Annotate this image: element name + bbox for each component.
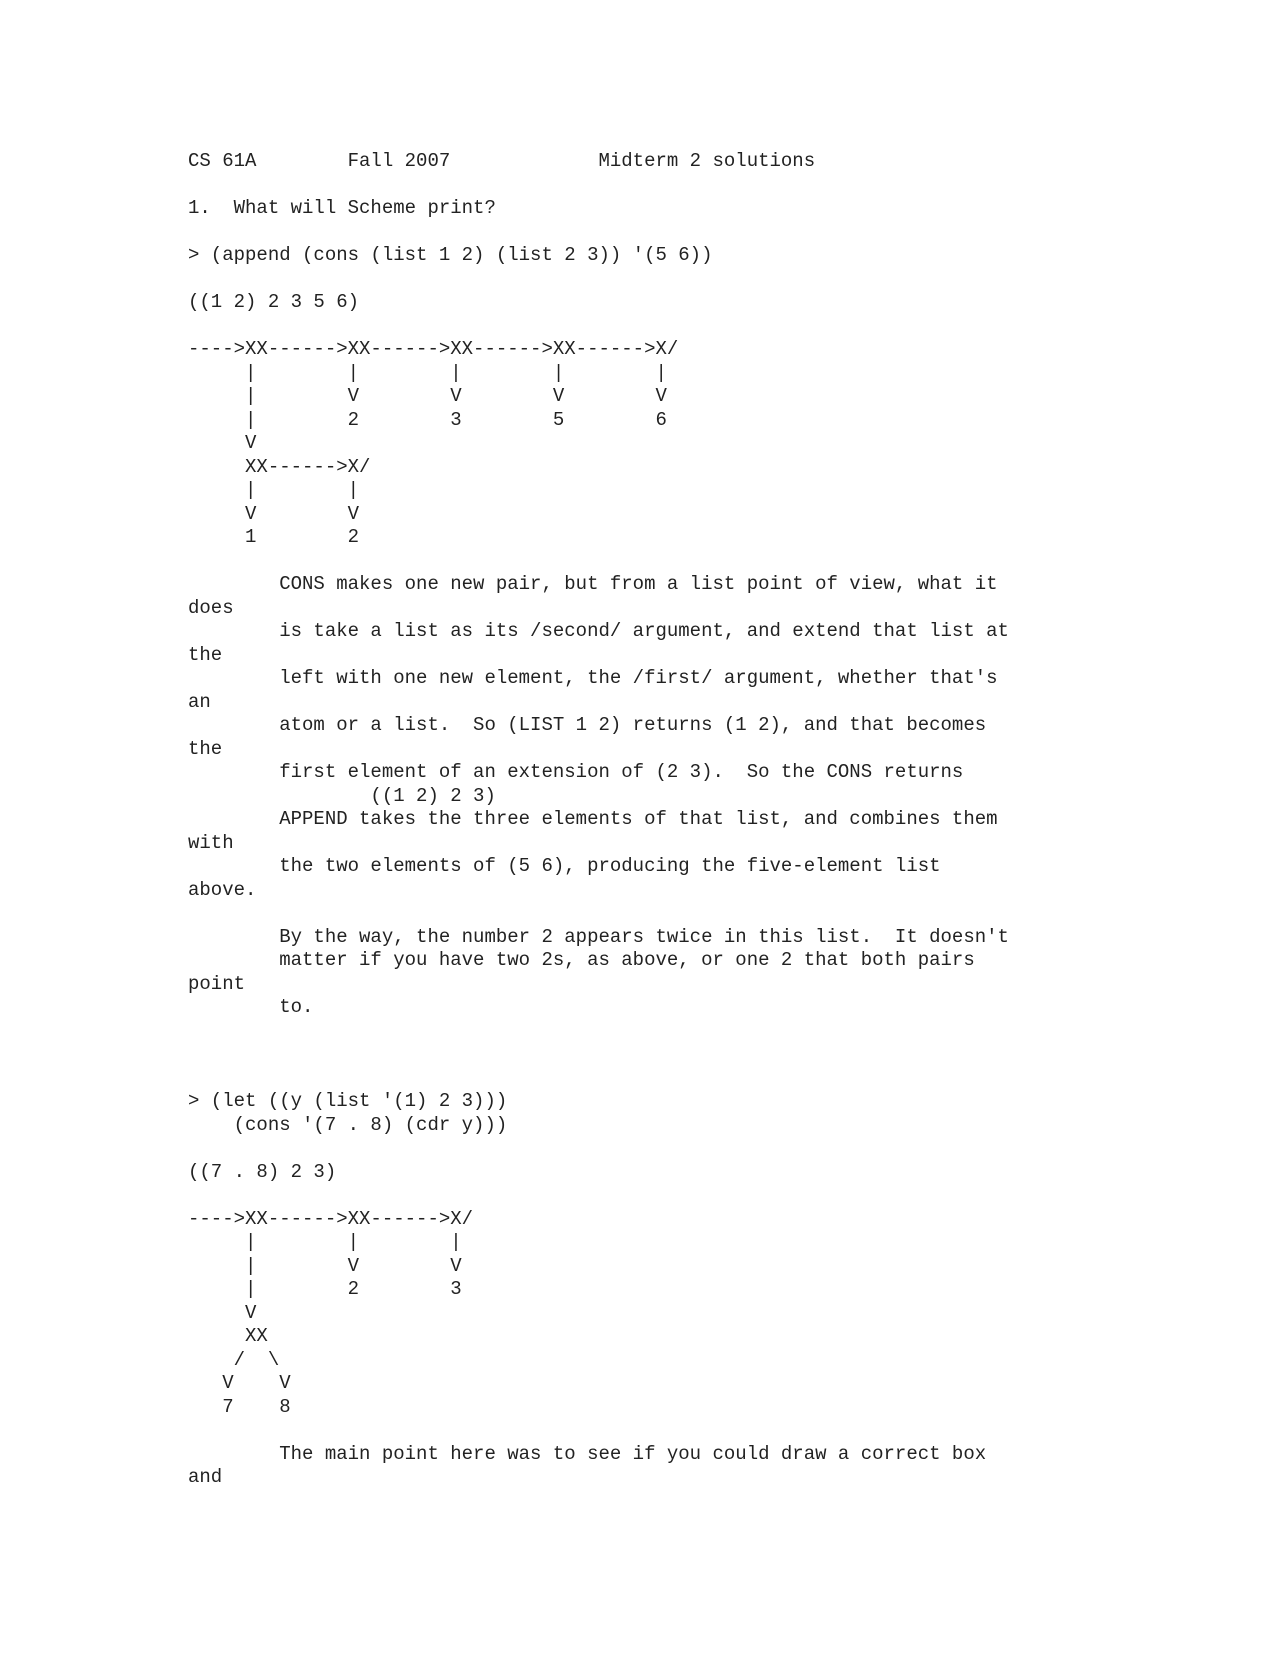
blank-line — [188, 174, 1228, 198]
blank-line — [188, 221, 1228, 245]
blank-line — [188, 1043, 1228, 1067]
box-diagram-line: 7 8 — [188, 1395, 291, 1418]
box-diagram-line: | V V — [188, 1254, 462, 1277]
explanation-line: CONS makes one new pair, but from a list point of view, what it — [188, 573, 998, 595]
explanation-line: By the way, the number 2 appears twice in this list. It doesn't — [188, 925, 1009, 948]
explanation-line: atom or a list. So (LIST 1 2) returns (1 2), and that becomes — [188, 714, 987, 736]
explanation-line: does — [188, 596, 234, 619]
explanation-line: APPEND takes the three elements of that list, and combines them — [188, 808, 998, 830]
explanation-line: the — [188, 643, 223, 666]
explanation-line: with — [188, 831, 234, 854]
box-diagram-line: 1 2 — [188, 526, 360, 548]
box-diagram-line: XX — [188, 1325, 268, 1347]
box-diagram-line: V V — [188, 1372, 291, 1394]
scheme-expression: > (let ((y (list '(1) 2 3))) — [188, 1090, 508, 1112]
blank-line — [188, 1137, 1228, 1161]
box-diagram-line: | 2 3 5 6 — [188, 408, 667, 431]
blank-line — [188, 550, 1228, 574]
explanation-line: ((1 2) 2 3) — [188, 784, 496, 807]
box-diagram-line: | 2 3 — [188, 1278, 462, 1300]
box-diagram-line: | | | — [188, 1231, 462, 1253]
blank-line — [188, 1419, 1228, 1443]
explanation-line: The main point here was to see if you could draw a correct box — [188, 1442, 987, 1465]
explanation-line: the — [188, 737, 223, 760]
explanation-line: an — [188, 690, 211, 713]
blank-line — [188, 315, 1228, 339]
box-diagram-line: / \ — [188, 1348, 280, 1371]
blank-line — [188, 902, 1228, 926]
box-diagram-line: | | | | | — [188, 361, 667, 384]
scheme-result: ((7 . 8) 2 3) — [188, 1160, 337, 1183]
explanation-line: first element of an extension of (2 3). So the CONS returns — [188, 761, 964, 783]
scheme-result: ((1 2) 2 3 5 6) — [188, 291, 360, 313]
document-page — [188, 150, 1228, 1490]
blank-line — [188, 1020, 1228, 1044]
box-diagram-line: XX------>X/ — [188, 455, 371, 478]
blank-line — [188, 1067, 1228, 1091]
explanation-line: to. — [188, 996, 314, 1018]
explanation-line: matter if you have two 2s, as above, or one 2 that both pairs — [188, 949, 975, 971]
blank-line — [188, 1184, 1228, 1208]
header-line: CS 61A Fall 2007 Midterm 2 solutions — [188, 150, 816, 172]
question-heading: 1. What will Scheme print? — [188, 197, 496, 219]
box-diagram-line: | | — [188, 479, 360, 501]
blank-line — [188, 268, 1228, 292]
explanation-line: above. — [188, 878, 257, 901]
explanation-line: the two elements of (5 6), producing the five-element list — [188, 855, 941, 877]
explanation-line: point — [188, 972, 246, 995]
scheme-expression: (cons '(7 . 8) (cdr y))) — [188, 1113, 508, 1136]
box-diagram-line: V V — [188, 502, 360, 525]
explanation-line: and — [188, 1466, 223, 1488]
box-diagram-line: | V V V V — [188, 385, 667, 407]
explanation-line: is take a list as its /second/ argument, and extend that list at — [188, 620, 1009, 642]
box-diagram-line: ---->XX------>XX------>XX------>XX------>X/ — [188, 338, 679, 360]
box-diagram-line: V — [188, 1301, 257, 1324]
box-diagram-line: ---->XX------>XX------>X/ — [188, 1207, 474, 1230]
explanation-line: left with one new element, the /first/ argument, whether that's — [188, 667, 998, 689]
scheme-expression: > (append (cons (list 1 2) (list 2 3)) '(5 6)) — [188, 244, 713, 266]
box-diagram-line: V — [188, 432, 257, 454]
